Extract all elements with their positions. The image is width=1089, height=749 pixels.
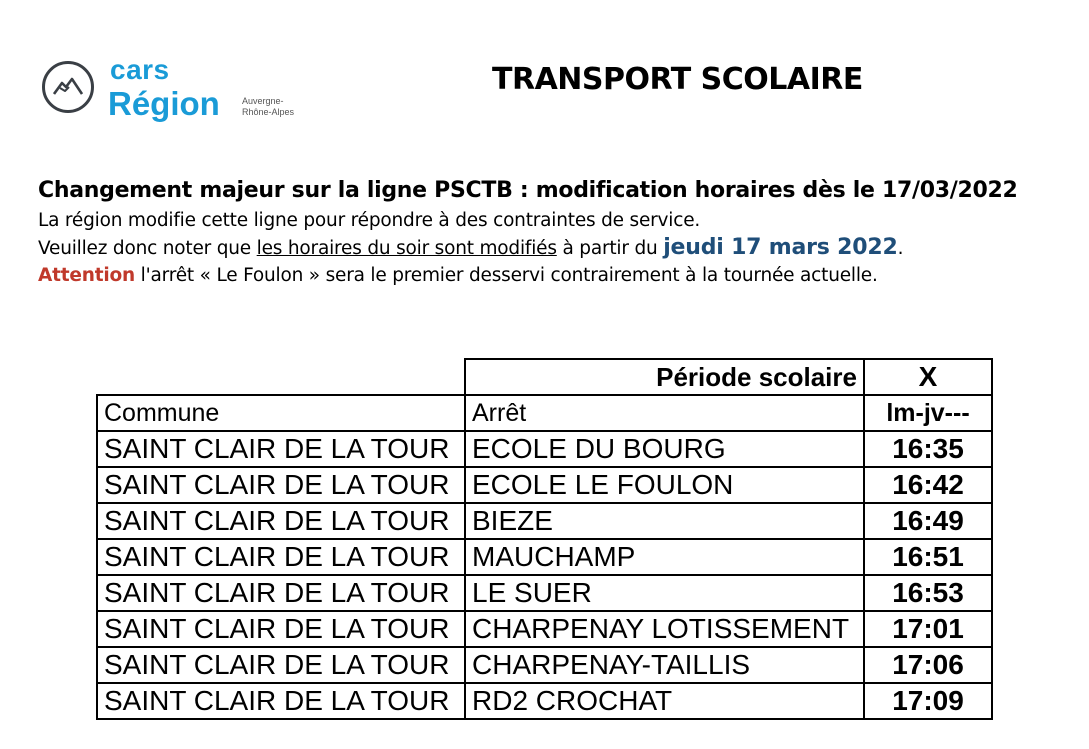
commune-cell: SAINT CLAIR DE LA TOUR	[97, 647, 465, 683]
commune-cell: SAINT CLAIR DE LA TOUR	[97, 575, 465, 611]
stop-cell: ECOLE LE FOULON	[465, 467, 864, 503]
notice-line-2: Veuillez donc noter que les horaires du soir sont modifiés à partir du jeudi 17 mars 2022.	[38, 235, 904, 260]
table-row	[97, 503, 992, 539]
attention-label: Attention	[38, 265, 135, 286]
logo-brand-bottom: Région	[108, 85, 220, 122]
notice-headline: Changement majeur sur la ligne PSCTB : modification horaires dès le 17/03/2022	[38, 178, 1018, 203]
table-row	[97, 611, 992, 647]
commune-cell: SAINT CLAIR DE LA TOUR	[97, 611, 465, 647]
time-cell: 17:01	[864, 611, 992, 647]
table-row	[97, 467, 992, 503]
cars-region-logo	[42, 54, 322, 128]
notice-line-1: La région modifie cette ligne pour répondre à des contraintes de service.	[38, 210, 701, 231]
time-cell: 16:53	[864, 575, 992, 611]
stop-cell: CHARPENAY-TAILLIS	[465, 647, 864, 683]
time-cell: 17:06	[864, 647, 992, 683]
commune-cell: SAINT CLAIR DE LA TOUR	[97, 431, 465, 467]
column-header-arret: Arrêt	[465, 395, 864, 431]
time-cell: 16:51	[864, 539, 992, 575]
page-title: TRANSPORT SCOLAIRE	[492, 62, 863, 97]
logo-brand-top: cars	[110, 54, 170, 85]
period-value: X	[864, 359, 992, 395]
header-row	[97, 395, 992, 431]
time-cell: 16:42	[864, 467, 992, 503]
column-header-days: lm-jv---	[864, 395, 992, 431]
commune-cell: SAINT CLAIR DE LA TOUR	[97, 503, 465, 539]
notice-line-3: Attention l'arrêt « Le Foulon » sera le premier desservi contrairement à la tournée actuelle.	[38, 265, 878, 286]
table-row	[97, 647, 992, 683]
commune-cell: SAINT CLAIR DE LA TOUR	[97, 467, 465, 503]
time-cell: 16:35	[864, 431, 992, 467]
commune-cell: SAINT CLAIR DE LA TOUR	[97, 539, 465, 575]
notice	[38, 178, 1018, 289]
table-row	[97, 575, 992, 611]
logo-region-name: Auvergne- Rhône-Alpes	[242, 96, 295, 117]
stop-cell: MAUCHAMP	[465, 539, 864, 575]
column-header-commune: Commune	[97, 395, 465, 431]
evening-schedule-changed: les horaires du soir sont modifiés	[256, 238, 557, 259]
table-row	[97, 431, 992, 467]
period-label: Période scolaire	[465, 359, 864, 395]
time-cell: 16:49	[864, 503, 992, 539]
period-row	[97, 359, 992, 395]
mountain-icon	[42, 61, 94, 113]
stop-cell: ECOLE DU BOURG	[465, 431, 864, 467]
table-row	[97, 683, 992, 719]
commune-cell: SAINT CLAIR DE LA TOUR	[97, 683, 465, 719]
stop-cell: CHARPENAY LOTISSEMENT	[465, 611, 864, 647]
effective-date: jeudi 17 mars 2022	[663, 235, 898, 260]
stop-cell: RD2 CROCHAT	[465, 683, 864, 719]
schedule-table	[96, 358, 993, 720]
time-cell: 17:09	[864, 683, 992, 719]
table-row	[97, 539, 992, 575]
stop-cell: BIEZE	[465, 503, 864, 539]
stop-cell: LE SUER	[465, 575, 864, 611]
